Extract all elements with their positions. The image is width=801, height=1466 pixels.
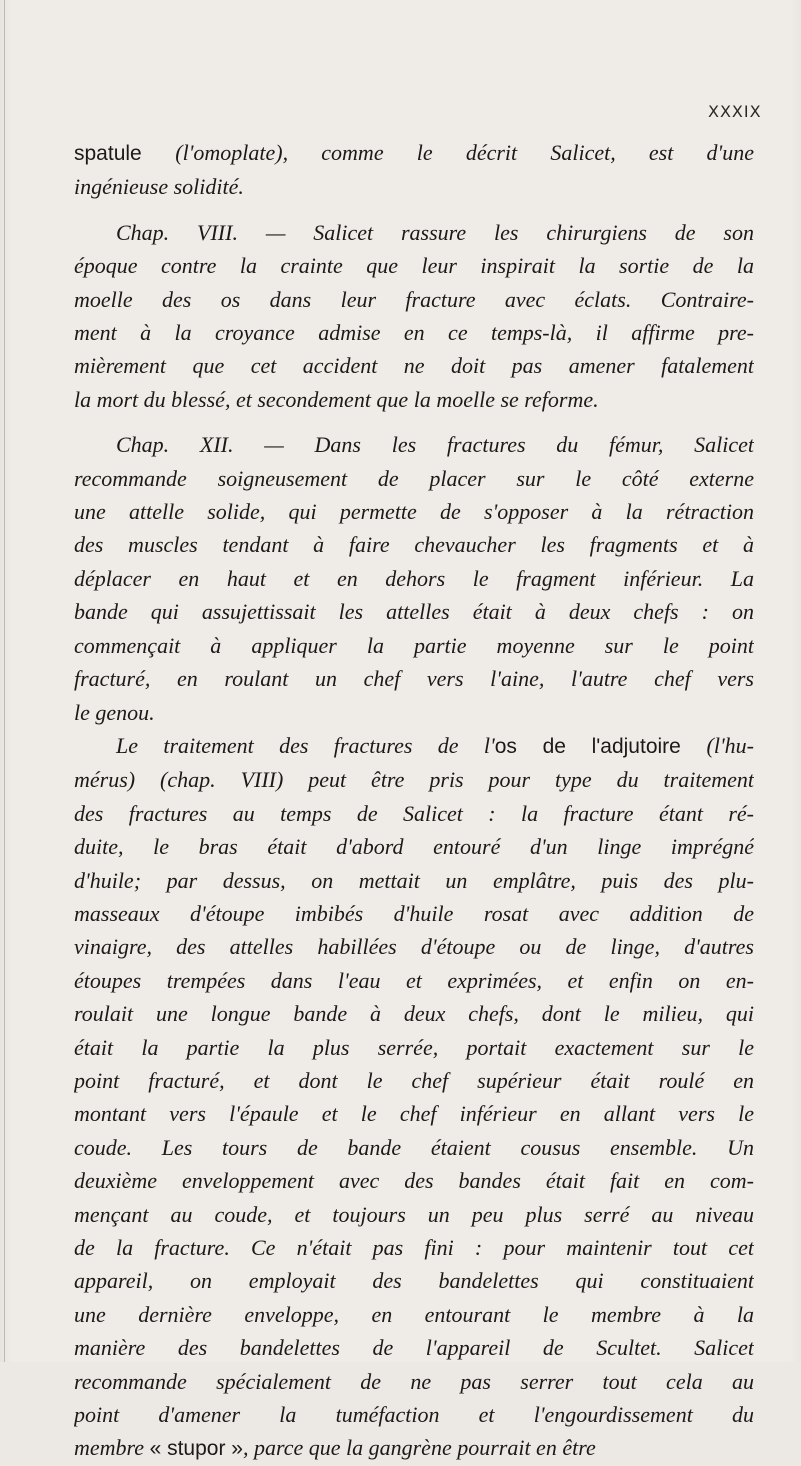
- text-line: [74, 964, 754, 997]
- italic-text: déplacer en haut et en dehors le fragment inférieur. La: [74, 565, 754, 591]
- italic-text: (l'hu-: [706, 732, 754, 758]
- italic-text: la mort du blessé, et secondement que la moelle se reforme.: [74, 386, 599, 412]
- paragraph: [74, 136, 754, 204]
- text-line: [74, 562, 754, 595]
- text-line: [74, 170, 754, 203]
- italic-text: une dernière enveloppe, en entourant le membre à la: [74, 1301, 754, 1327]
- upright-text: « stupor »: [149, 1437, 243, 1461]
- text-line: [74, 462, 754, 495]
- paragraph: [74, 216, 754, 416]
- italic-text: moelle des os dans leur fracture avec éclats. Contraire-: [74, 286, 754, 312]
- text-line: [74, 1398, 754, 1431]
- paragraph-gap: [74, 204, 754, 216]
- italic-text: appareil, on employait des bandelettes qui constituaient: [74, 1268, 754, 1294]
- paragraph: [74, 428, 754, 729]
- text-line: [74, 349, 754, 382]
- italic-text: coude. Les tours de bande étaient cousus ensemble. Un: [74, 1134, 754, 1160]
- text-line: [74, 1365, 754, 1398]
- italic-text: , parce que la gangrène pourrait en être: [242, 1435, 596, 1461]
- italic-text: des muscles tendant à faire chevaucher les fragments et à: [74, 532, 754, 558]
- text-line: [74, 864, 754, 897]
- italic-text: montant vers l'épaule et le chef inférieur en allant vers le: [74, 1101, 754, 1127]
- text-line: [74, 897, 754, 930]
- italic-text: bande qui assujettissait les attelles était à deux chefs : on: [74, 599, 754, 625]
- italic-text: des fractures au temps de Salicet : la fracture étant ré-: [74, 800, 754, 826]
- text-line: [74, 136, 754, 170]
- italic-text: mérus) (chap. VIII) peut être pris pour type du traitement: [74, 767, 754, 793]
- text-line: [74, 1131, 754, 1164]
- text-line: [74, 1431, 754, 1465]
- paragraph: [74, 729, 754, 1466]
- text-line: [74, 930, 754, 963]
- text-line: [74, 763, 754, 796]
- text-line: [74, 1331, 754, 1364]
- text-line: [74, 797, 754, 830]
- italic-text: recommande spécialement de ne pas serrer tout cela au: [74, 1368, 754, 1394]
- page-edge: [4, 0, 5, 1362]
- italic-text: ingénieuse solidité.: [74, 174, 244, 200]
- italic-text: Chap. XII. — Dans les fractures du fémur, Salicet: [116, 432, 754, 458]
- italic-text: duite, le bras était d'abord entouré d'un linge imprégné: [74, 834, 754, 860]
- upright-text: os de l'adjutoire: [494, 734, 707, 758]
- italic-text: Chap. VIII. — Salicet rassure les chirurgiens de son: [116, 219, 754, 245]
- italic-text: manière des bandelettes de l'appareil de Scultet. Salicet: [74, 1335, 754, 1361]
- italic-text: membre: [74, 1435, 150, 1461]
- italic-text: point fracturé, et dont le chef supérieur était roulé en: [74, 1067, 754, 1093]
- text-line: [74, 1231, 754, 1264]
- text-line: [74, 283, 754, 316]
- italic-text: recommande soigneusement de placer sur le côté externe: [74, 465, 754, 491]
- italic-text: commençait à appliquer la partie moyenne sur le point: [74, 632, 754, 658]
- text-line: [74, 428, 754, 461]
- italic-text: vinaigre, des attelles habillées d'étoupe ou de linge, d'autres: [74, 934, 754, 960]
- text-line: [74, 1264, 754, 1297]
- text-line: [74, 383, 754, 416]
- text-line: [74, 997, 754, 1030]
- text-line: [74, 830, 754, 863]
- italic-text: mièrement que cet accident ne doit pas amener fatalement: [74, 353, 754, 379]
- body-text: [74, 136, 754, 1466]
- text-line: [74, 1164, 754, 1197]
- text-line: [74, 595, 754, 628]
- page-number: XXXIX: [708, 102, 762, 121]
- upright-text: spatule: [74, 142, 176, 165]
- italic-text: (l'omoplate), comme le décrit Salicet, est d'une: [175, 140, 754, 165]
- text-line: [74, 528, 754, 561]
- text-line: [74, 662, 754, 695]
- italic-text: une attelle solide, qui permette de s'opposer à la rétraction: [74, 499, 754, 525]
- text-line: [74, 729, 754, 763]
- text-line: [74, 1198, 754, 1231]
- text-line: [74, 495, 754, 528]
- italic-text: point d'amener la tuméfaction et l'engourdissement du: [74, 1402, 754, 1428]
- italic-text: roulait une longue bande à deux chefs, dont le milieu, qui: [74, 1001, 754, 1027]
- italic-text: de la fracture. Ce n'était pas fini : pour maintenir tout cet: [74, 1235, 754, 1260]
- italic-text: masseaux d'étoupe imbibés d'huile rosat avec addition de: [74, 900, 754, 926]
- italic-text: l': [483, 732, 495, 758]
- text-line: [74, 696, 754, 729]
- paragraph-gap: [74, 416, 754, 428]
- italic-text: était la partie la plus serrée, portait exactement sur le: [74, 1034, 754, 1060]
- text-line: [74, 629, 754, 662]
- text-line: [74, 1031, 754, 1064]
- text-line: [74, 249, 754, 282]
- text-line: [74, 216, 754, 249]
- italic-text: d'huile; par dessus, on mettait un emplâtre, puis des plu-: [74, 867, 754, 893]
- italic-text: époque contre la crainte que leur inspirait la sortie de la: [74, 253, 754, 279]
- text-line: [74, 1064, 754, 1097]
- italic-text: le genou.: [74, 699, 155, 725]
- italic-text: mençant au coude, et toujours un peu plus serré au niveau: [74, 1201, 754, 1227]
- italic-text: Le traitement des fractures de: [116, 732, 484, 758]
- italic-text: deuxième enveloppement avec des bandes était fait en com-: [74, 1168, 754, 1194]
- italic-text: étoupes trempées dans l'eau et exprimées, et enfin on en-: [74, 967, 754, 993]
- text-line: [74, 316, 754, 349]
- text-line: [74, 1298, 754, 1331]
- italic-text: ment à la croyance admise en ce temps-là, il affirme pre-: [74, 320, 754, 346]
- text-line: [74, 1097, 754, 1130]
- italic-text: fracturé, en roulant un chef vers l'aine, l'autre chef vers: [74, 666, 754, 692]
